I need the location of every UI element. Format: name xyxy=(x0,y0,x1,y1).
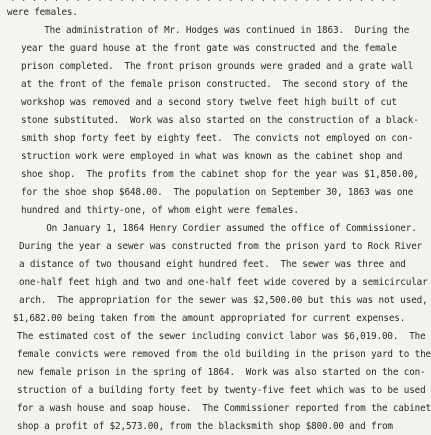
text-line: female convicts were removed from the old building in the prison yard to the xyxy=(17,349,431,360)
text-line: shoe shop. The profits from the cabinet shop for the year was $1,850.00, xyxy=(21,169,419,180)
text-line: for the shoe shop $648.00. The population on September 30, 1863 was one xyxy=(21,187,414,198)
text-line: new female prison in the spring of 1864. Work was also started on the con- xyxy=(17,367,426,378)
text-line: workshop was removed and a second story twelve feet high built of cut xyxy=(21,97,397,108)
text-line: at the front of the female prison constructed. The second story of the xyxy=(21,79,408,90)
text-line: smith shop forty feet by eighty feet. The convicts not employed on con- xyxy=(21,133,414,144)
text-line: arch. The appropriation for the sewer was $2,500.00 but this was not used, xyxy=(19,295,428,306)
text-line: The administration of Mr. Hodges was continued in 1863. During the xyxy=(17,25,410,36)
text-line: During the year a sewer was constructed from the prison yard to Rock River xyxy=(19,241,423,252)
text-line: $1,682.00 being taken from the amount appropriated for current expenses. xyxy=(13,313,406,324)
text-line: prison completed. The front prison grounds were graded and a grate wall xyxy=(21,61,414,72)
text-line: were females. xyxy=(7,7,78,18)
text-line: for a wash house and soap house. The Commissioner reported from the cabinet xyxy=(17,403,431,414)
text-line: struction work were employed in what was known as the cabinet shop and xyxy=(21,151,403,162)
text-line: one-half feet high and two and one-half feet wide covered by a semicircular xyxy=(19,277,428,288)
text-line: On January 1, 1864 Henry Cordier assumed the office of Commissioner. xyxy=(19,223,417,234)
text-line: hundred and thirty-one, of whom eight were females. xyxy=(21,205,299,216)
text-line: stone substituted. Work was also started on the construction of a black- xyxy=(21,115,419,126)
text-line: shop a profit of $2,573.00, from the blacksmith shop $800.00 and from xyxy=(17,421,393,432)
text-line: The estimated cost of the sewer including convict labor was $6,019.00. The xyxy=(17,331,426,342)
text-line: year the guard house at the front gate was constructed and the female xyxy=(21,43,397,54)
text-line: a distance of two thousand eight hundred feet. The sewer was three and xyxy=(19,259,406,270)
text-line: struction of a building forty feet by twenty-five feet which was to be used xyxy=(17,385,426,396)
